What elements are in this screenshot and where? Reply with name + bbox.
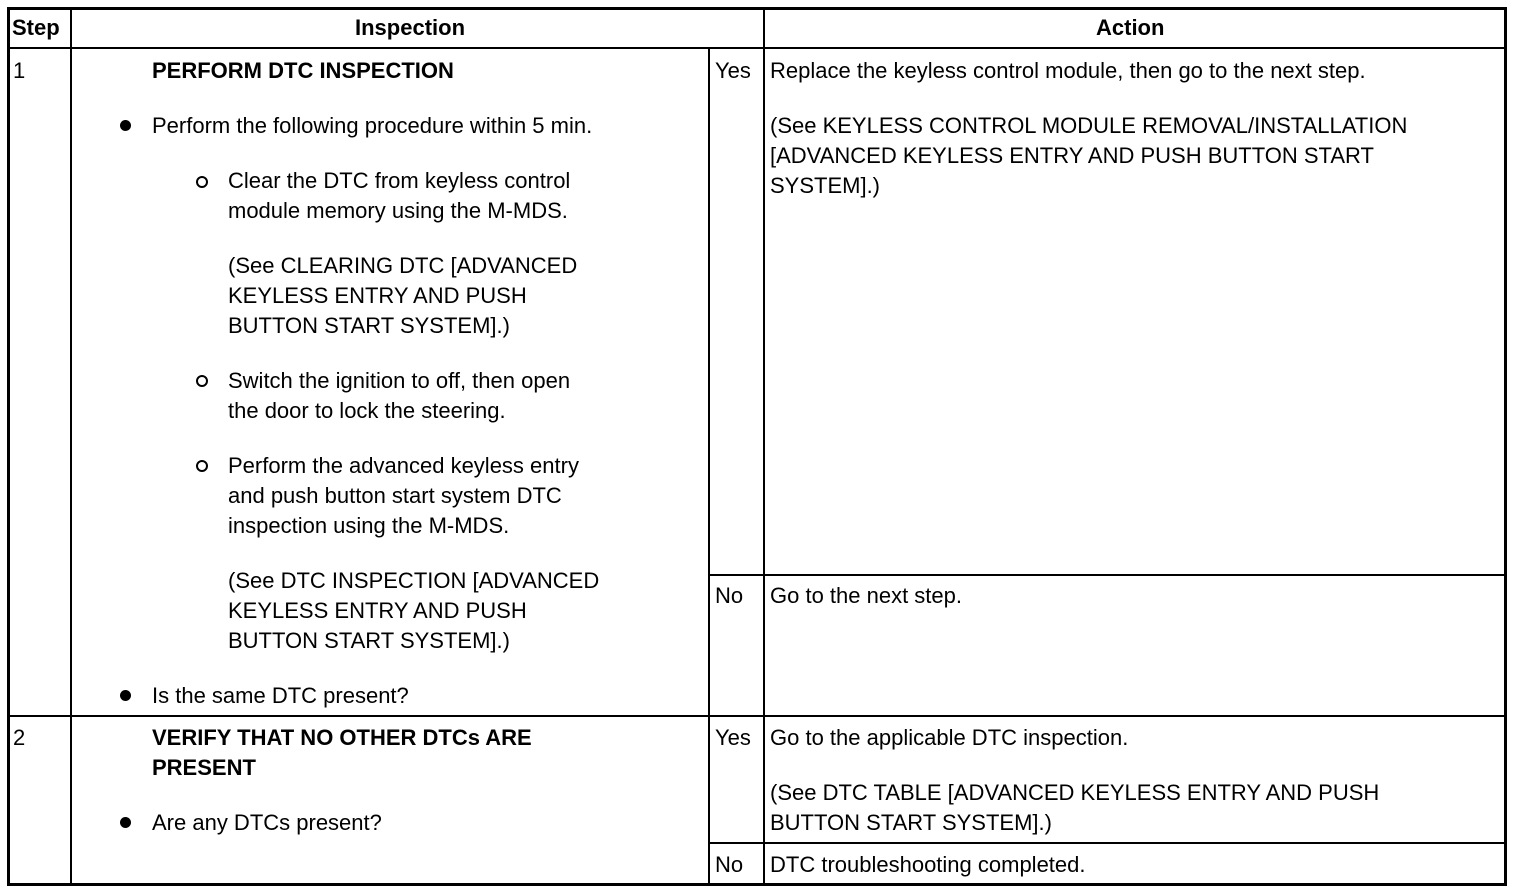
row2-yes-ref-line1: (See DTC TABLE [ADVANCED KEYLESS ENTRY AND PUSH xyxy=(770,780,1380,805)
row2-title-line1: VERIFY THAT NO OTHER DTCs ARE xyxy=(152,725,532,750)
bullet-icon xyxy=(120,690,131,701)
header-action: Action xyxy=(1096,15,1165,40)
row1-sub3-line2: and push button start system DTC xyxy=(228,483,562,508)
row1-yes-ref-line3: SYSTEM].) xyxy=(770,173,881,198)
row1-yes-no-divider xyxy=(708,574,1507,576)
circle-bullet-icon xyxy=(196,460,208,472)
row1-title: PERFORM DTC INSPECTION xyxy=(152,58,454,83)
row2-bullet1-text: Are any DTCs present? xyxy=(152,810,382,835)
row1-yes-action: Replace the keyless control module, then go to the next step. xyxy=(770,58,1366,83)
row2-no-action: DTC troubleshooting completed. xyxy=(770,852,1086,877)
header-step: Step xyxy=(12,15,60,40)
row1-sub1-ref-line2: KEYLESS ENTRY AND PUSH xyxy=(228,283,527,308)
step-column-divider xyxy=(70,7,72,886)
row1-sub3-line3: inspection using the M-MDS. xyxy=(228,513,510,538)
row2-step-number: 2 xyxy=(13,725,26,750)
table-border-left xyxy=(7,7,10,886)
row1-yes-label: Yes xyxy=(715,58,751,83)
row1-sub3-ref-line1: (See DTC INSPECTION [ADVANCED xyxy=(228,568,600,593)
row1-sub1-ref-line1: (See CLEARING DTC [ADVANCED xyxy=(228,253,578,278)
row2-yes-action: Go to the applicable DTC inspection. xyxy=(770,725,1129,750)
table-border-top xyxy=(7,7,1507,10)
row1-bullet1-text: Perform the following procedure within 5 min. xyxy=(152,113,593,138)
row1-sub1-ref-line3: BUTTON START SYSTEM].) xyxy=(228,313,510,338)
row1-yes-ref-line1: (See KEYLESS CONTROL MODULE REMOVAL/INSTALLATION xyxy=(770,113,1408,138)
row1-no-label: No xyxy=(715,583,744,608)
bullet-icon xyxy=(120,817,131,828)
row1-sub3-line1: Perform the advanced keyless entry xyxy=(228,453,579,478)
inspection-column-divider xyxy=(763,7,765,886)
table-border-bottom xyxy=(7,883,1507,886)
table-border-right xyxy=(1504,7,1507,886)
circle-bullet-icon xyxy=(196,375,208,387)
row1-sub1-line1: Clear the DTC from keyless control xyxy=(228,168,571,193)
row1-step-number: 1 xyxy=(13,58,26,83)
bullet-icon xyxy=(120,120,131,131)
row1-no-action: Go to the next step. xyxy=(770,583,963,608)
header-inspection: Inspection xyxy=(355,15,466,40)
row2-yes-no-divider xyxy=(708,842,1507,844)
row1-sub3-ref-line3: BUTTON START SYSTEM].) xyxy=(228,628,510,653)
row1-bullet2-text: Is the same DTC present? xyxy=(152,683,409,708)
row1-sub1-line2: module memory using the M-MDS. xyxy=(228,198,568,223)
row2-no-label: No xyxy=(715,852,744,877)
row2-title-line2: PRESENT xyxy=(152,755,256,780)
row2-yes-label: Yes xyxy=(715,725,751,750)
row2-yes-ref-line2: BUTTON START SYSTEM].) xyxy=(770,810,1052,835)
circle-bullet-icon xyxy=(196,176,208,188)
row1-sub3-ref-line2: KEYLESS ENTRY AND PUSH xyxy=(228,598,527,623)
row1-yes-ref-line2: [ADVANCED KEYLESS ENTRY AND PUSH BUTTON START xyxy=(770,143,1374,168)
header-divider xyxy=(7,47,1507,49)
row-divider-1-2 xyxy=(7,715,1507,717)
row1-sub2-line1: Switch the ignition to off, then open xyxy=(228,368,571,393)
yes-no-column-divider xyxy=(708,48,710,886)
row1-sub2-line2: the door to lock the steering. xyxy=(228,398,506,423)
